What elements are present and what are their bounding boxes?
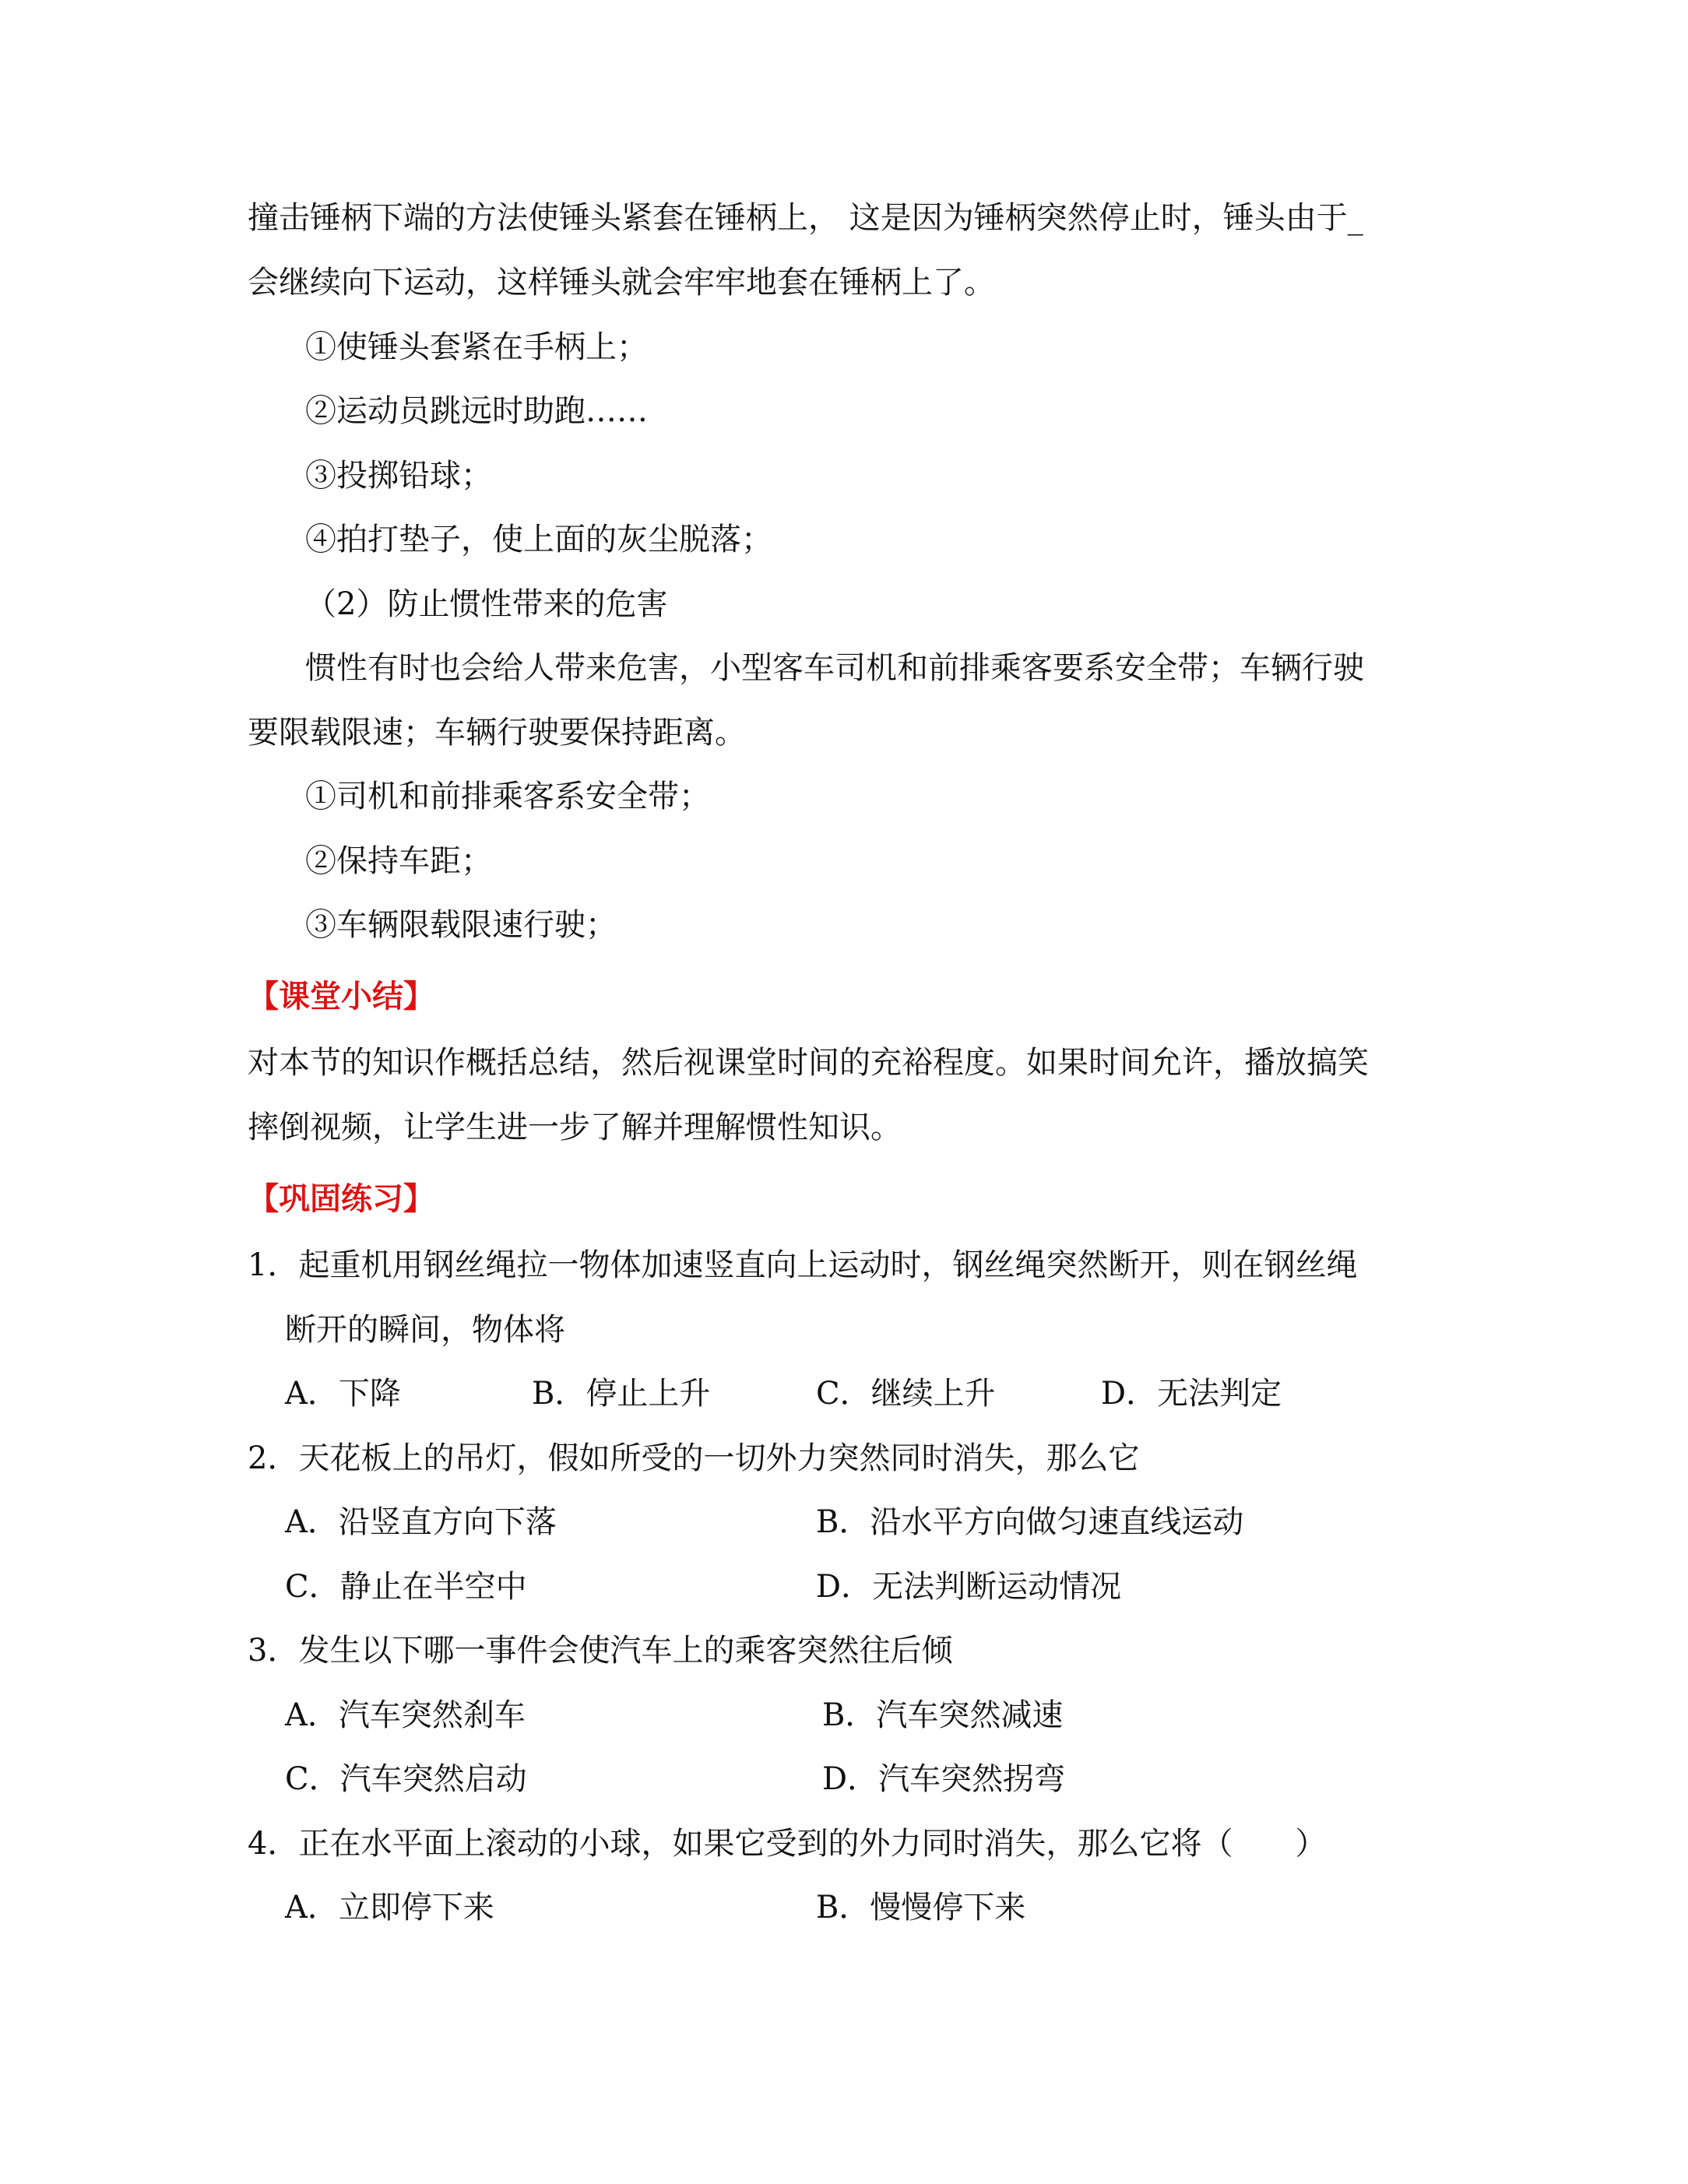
intro-line-1: 撞击锤柄下端的方法使锤头紧套在锤柄上， 这是因为锤柄突然停止时，锤头由于_	[248, 200, 1363, 236]
q3-option-c: C．汽车突然启动	[285, 1761, 527, 1797]
prevent-para-line-1: 惯性有时也会给人带来危害，小型客车司机和前排乘客要系安全带；车辆行驶	[305, 650, 1364, 686]
q2-option-b: B．沿水平方向做匀速直线运动	[816, 1504, 1244, 1540]
prevent-item-2: ②保持车距；	[305, 843, 492, 879]
use-item-3: ③投掷铅球；	[305, 458, 492, 494]
question-4-line-1: 4．正在水平面上滚动的小球，如果它受到的外力同时消失，那么它将（ ）	[248, 1826, 1327, 1862]
practice-heading: 【巩固练习】	[248, 1181, 434, 1217]
prevent-item-3: ③车辆限载限速行驶；	[305, 907, 617, 943]
q1-option-b: B．停止上升	[532, 1376, 711, 1412]
q3-option-a: A．汽车突然刹车	[285, 1697, 526, 1733]
q3-option-b: B．汽车突然减速	[822, 1697, 1064, 1733]
q1-option-d: D．无法判定	[1101, 1376, 1282, 1412]
use-item-2: ②运动员跳远时助跑……	[305, 393, 648, 429]
intro-line-2: 会继续向下运动，这样锤头就会牢牢地套在锤柄上了。	[248, 265, 995, 301]
prevent-para-line-2: 要限载限速；车辆行驶要保持距离。	[248, 715, 746, 751]
question-2-line-1: 2．天花板上的吊灯，假如所受的一切外力突然同时消失，那么它	[248, 1440, 1140, 1476]
q4-option-a: A．立即停下来	[285, 1890, 494, 1926]
q1-option-a: A．下降	[285, 1376, 401, 1412]
q4-option-b: B．慢慢停下来	[816, 1890, 1026, 1926]
summary-line-2: 摔倒视频，让学生进一步了解并理解惯性知识。	[248, 1110, 902, 1145]
summary-heading: 【课堂小结】	[248, 979, 434, 1015]
prevent-title: （2）防止惯性带来的危害	[305, 586, 668, 622]
q2-option-a: A．沿竖直方向下落	[285, 1504, 557, 1540]
q1-option-c: C．继续上升	[816, 1376, 996, 1412]
summary-line-1: 对本节的知识作概括总结，然后视课堂时间的充裕程度。如果时间允许，播放搞笑	[248, 1045, 1369, 1081]
q2-option-d: D．无法判断运动情况	[816, 1569, 1122, 1605]
prevent-item-1: ①司机和前排乘客系安全带；	[305, 779, 710, 814]
question-3-line-1: 3．发生以下哪一事件会使汽车上的乘客突然往后倾	[248, 1633, 953, 1669]
use-item-1: ①使锤头套紧在手柄上；	[305, 329, 648, 365]
q3-option-d: D．汽车突然拐弯	[822, 1761, 1066, 1797]
question-1-line-1: 1．起重机用钢丝绳拉一物体加速竖直向上运动时，钢丝绳突然断开，则在钢丝绳	[248, 1247, 1358, 1283]
q2-option-c: C．静止在半空中	[285, 1569, 527, 1605]
use-item-4: ④拍打垫子，使上面的灰尘脱落；	[305, 522, 772, 557]
question-1-line-2: 断开的瞬间，物体将	[285, 1312, 565, 1348]
